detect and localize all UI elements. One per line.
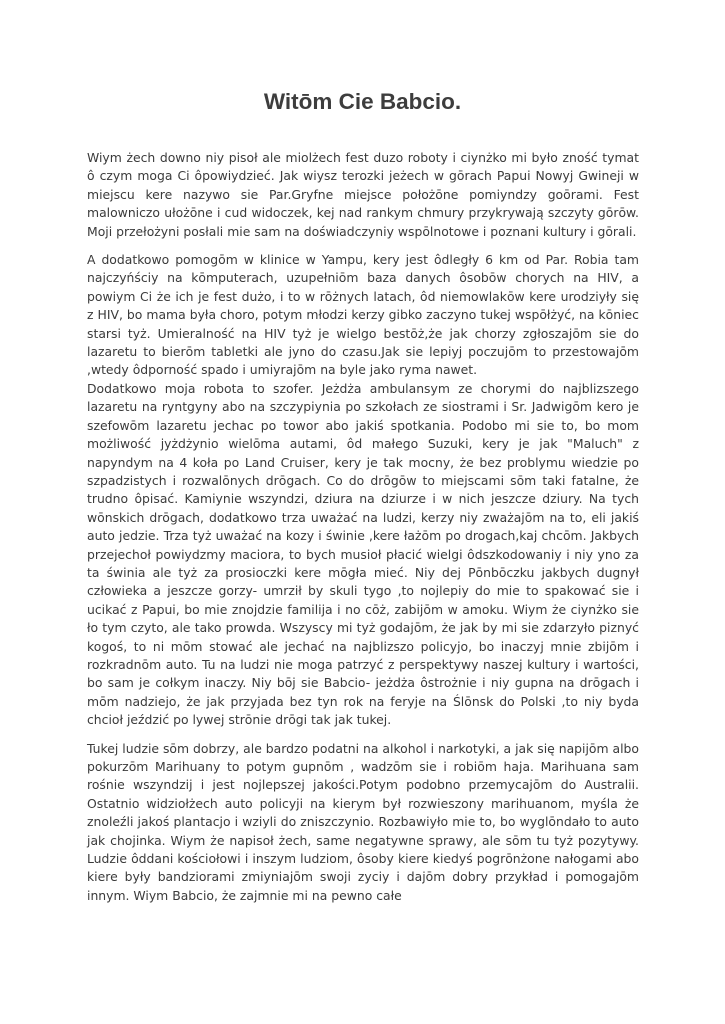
- paragraph: Dodatkowo moja robota to szofer. Jeżdża ambulansym ze chorymi do najblizszego lazaretu na ryntgyny abo na szczypiynia po szkołach ze siostrami i Sr. Jadwigōm kero je szefowōm lazaretu jechac po towor abo jakiś spotkania. Podobo mi sie to, bo mom możliwość jyżdżynio wielōma autami, ôd małego Suzuki, kery je jak "Maluch" z napyndym na 4 koła po Land Cruiser, kery je tak mocny, że bez problymu wiedzie po szpadzistych i rozwalōnych drōgach. Co do drōgōw to miejscami sōm taki fatalne, że trudno ôpisać. Kamiynie wszyndzi, dziura na dziurze i w nich jeszcze dziury. Na tych wōnskich drōgach, dodatkowo trza uważać na ludzi, kerzy niy zważajōm na to, eli jakiś auto jedzie. Trza tyż uważać na kozy i świnie ,kere łażōm po drogach,kaj chcōm. Jakbych przejechoł powiydzmy maciora, to bych musioł płacić wielgi ôdszkodowaniy i niy yno za ta świnia ale tyż za prosioczki kere mōgła mieć. Niy dej Pōnbōczku jakbych dugnył człowieka a jeszcze gorzy- umrził by skuli tygo ,to nojlepiy do mie to spakować sie i ucikać z Papui, bo mie znojdzie familija i no cōż, zabijōm w amoku. Wiym że ciynżko sie ło tym czyto, ale tako prowda. Wszyscy mi tyż godajōm, że jak by mi sie zdarzyło piznyć kogoś, to ni mōm stować ale jechać na najblizszo policyjo, bo inaczyj mnie zbijōm i rozkradnōm auto. Tu na ludzi nie moga patrzyć z perspektywy naszej kultury i wartości, bo sam je cołkym inaczy. Niy bōj sie Babcio- jeżdża ôstrożnie i niy gupna na drōgach i mōm nadziejo, że jak przyjada bez tyn rok na feryje na Ślōnsk do Polski ,to niy byda chcioł jeździć po lywej strōnie drōgi tak jak tukej.: [87, 380, 639, 728]
- paragraph: A dodatkowo pomogōm w klinice w Yampu, kery jest ôdległy 6 km od Par. Robia tam najczyńściy na kōmputerach, uzupełniōm baza danych ôsobōw chorych na HIV, a powiym Ci że ich je fest dużo, i to w rōżnych latach, ôd niemowlakōw kere urodziyły się z HIV, bo mama była choro, potym młodzi kerzy gibko zaczyno tukej wspōłżyć, na kōniec starsi tyż. Umieralność na HIV tyż je wielgo bestōż,że jak chorzy zgłoszajōm sie do lazaretu to bierōm tabletki ale jyno do czasu.Jak sie lepiyj poczujōm to przestowajōm ,wtedy ôdporność spado i umiyrajōm na byle jako ryma nawet.: [87, 252, 639, 378]
- document-body: [87, 149, 639, 905]
- paragraph: Tukej ludzie sōm dobrzy, ale bardzo podatni na alkohol i narkotyki, a jak się napijōm albo pokurzōm Marihuany to potym gupnōm , wadzōm sie i robiōm haja. Marihuana sam rośnie wszyndzij i jest nojlepszej jakości.Potym podobno przemycajōm do Australii. Ostatnio widziołżech auto policyji na kierym był rozwieszony marihuanom, myśla że znoleźli jakoś plantacjo i wziyli do zniszczynio. Rozbawiyło mie to, bo wyglōndało to auto jak chojinka. Wiym że napisoł żech, same negatywne sprawy, ale sōm tu tyż pozytywy. Ludzie ôddani kościołowi i inszym ludziom, ôsoby kiere kiedyś pogrōnżone nałogami abo kiere były bandziorami zmiyniajōm swoji zyciy i dajōm dobry przykład i pomogajōm innym. Wiym Babcio, że zajmnie mi na pewno całe: [87, 740, 639, 903]
- paragraph: Wiym żech downo niy pisoł ale miolżech fest duzo roboty i ciynżko mi było zność tymat ô czym moga Ci ôpowiydzieć. Jak wiysz terozki jeżech w gōrach Papui Nowyj Gwineji w miejscu kere nazywo sie Par.Gryfne miejsce położōne pomiyndzy goōrami. Fest malowniczo ułożōne i cud widoczek, kej nad rankym chmury przykrywają szczyty gōrōw. Moji przełożyni posłali mie sam na doświadczyniy wspōlnotowe i poznani kultury i gōrali.: [87, 150, 639, 239]
- document-title: Witōm Cie Babcio.: [263, 89, 462, 114]
